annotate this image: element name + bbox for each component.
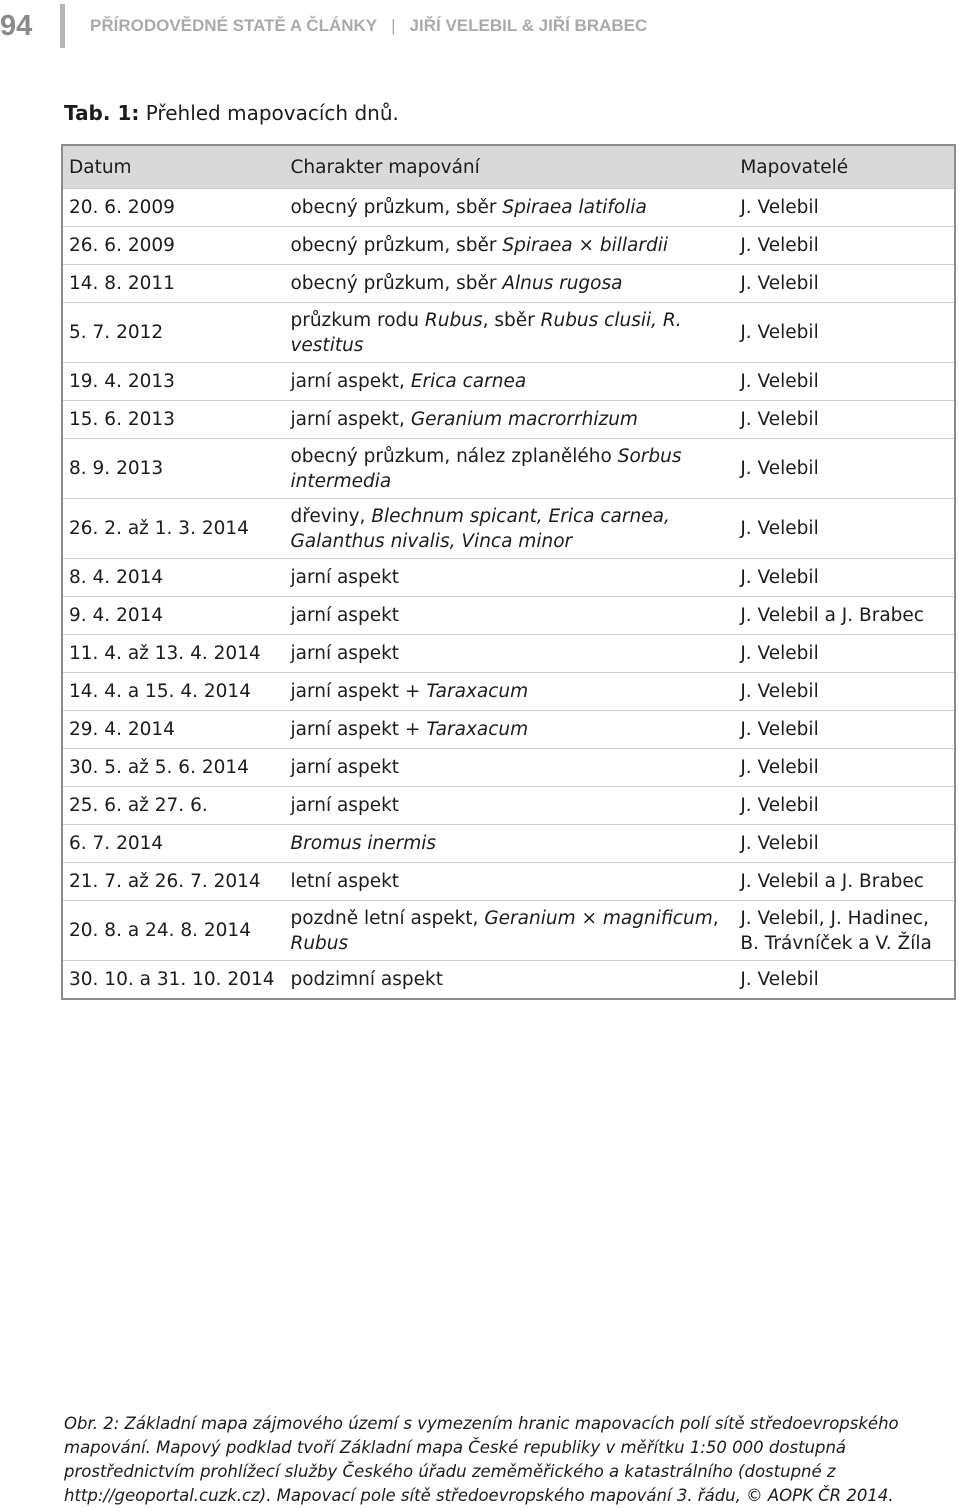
cell-date: 8. 4. 2014 (62, 559, 284, 597)
cell-mappers (734, 825, 955, 863)
taxon-name: Rubus clusii, R. vestitus (290, 309, 682, 356)
cell-character (284, 863, 734, 901)
character-text: , (712, 907, 719, 929)
character-text: jarní aspekt (290, 567, 400, 588)
cell-date: 20. 6. 2009 (62, 189, 284, 227)
table-row (62, 499, 955, 559)
cell-date: 26. 2. až 1. 3. 2014 (62, 499, 284, 559)
table-row (62, 635, 955, 673)
table-row (62, 559, 955, 597)
taxon-name: Taraxacum (426, 681, 529, 702)
character-text: pozdně letní aspekt, (290, 907, 485, 929)
cell-date: 5. 7. 2012 (62, 303, 284, 363)
character-text: jarní aspekt (290, 795, 400, 816)
cell-date: 15. 6. 2013 (62, 401, 284, 439)
table-caption-label: Tab. 1: (64, 101, 140, 125)
cell-character (284, 303, 734, 363)
cell-character (284, 711, 734, 749)
page-number: 94 (0, 10, 33, 42)
cell-date: 26. 6. 2009 (62, 227, 284, 265)
table-row (62, 265, 955, 303)
character-text: jarní aspekt + (290, 719, 427, 740)
taxon-name: billardii (599, 235, 669, 256)
cell-character (284, 635, 734, 673)
character-text: obecný průzkum, sběr (290, 197, 503, 218)
table-row (62, 227, 955, 265)
cell-mappers (734, 189, 955, 227)
cell-character (284, 673, 734, 711)
table-row (62, 303, 955, 363)
mapper-line: J. Velebil (740, 795, 819, 816)
mapper-line: J. Velebil (740, 235, 819, 256)
table-row (62, 189, 955, 227)
taxon-name: Taraxacum (426, 719, 529, 740)
cell-date: 19. 4. 2013 (62, 363, 284, 401)
character-text: × (572, 235, 600, 256)
taxon-name: Alnus rugosa (502, 273, 623, 294)
mapper-line: J. Velebil (740, 322, 819, 343)
cell-date: 29. 4. 2014 (62, 711, 284, 749)
mapper-line: J. Velebil (740, 409, 819, 430)
cell-date: 25. 6. až 27. 6. (62, 787, 284, 825)
character-text: letní aspekt (290, 871, 400, 892)
cell-character (284, 227, 734, 265)
cell-mappers (734, 597, 955, 635)
table-header-row (62, 145, 955, 189)
cell-mappers (734, 303, 955, 363)
running-head (90, 16, 647, 36)
taxon-name: Sorbus intermedia (290, 445, 682, 492)
cell-mappers (734, 499, 955, 559)
taxon-name: Rubus (290, 932, 349, 954)
table-caption (64, 101, 399, 125)
mapper-line: J. Velebil (740, 719, 819, 740)
table-row (62, 673, 955, 711)
cell-date: 30. 10. a 31. 10. 2014 (62, 961, 284, 1000)
figure-caption: Obr. 2: Základní mapa zájmového území s vymezením hranic mapovacích polí sítě středoevropského mapování. Mapový podklad tvoří Základní mapa České republiky v měřítku 1:50 000 dostupná prostřednictvím prohlížecí služby Českého úřadu zeměměřického a katastrálního (dostupné z http://geoportal.cuzk.cz). Mapovací pole sítě středoevropského mapování 3. řádu, © AOPK ČR 2014. (64, 1414, 899, 1505)
mapper-line: J. Velebil (740, 833, 819, 854)
page-header (0, 0, 960, 52)
character-text: × (575, 907, 603, 929)
cell-mappers (734, 673, 955, 711)
cell-mappers (734, 901, 955, 961)
mapping-days-table (61, 144, 956, 1000)
cell-mappers (734, 439, 955, 499)
cell-character (284, 189, 734, 227)
mapper-line: J. Velebil (740, 757, 819, 778)
cell-character (284, 597, 734, 635)
mapper-line: B. Trávníček a V. Žíla (740, 932, 932, 954)
taxon-name: Bromus inermis (290, 833, 437, 854)
character-text: jarní aspekt + (290, 681, 427, 702)
table-row (62, 749, 955, 787)
character-text: jarní aspekt (290, 605, 400, 626)
cell-mappers (734, 749, 955, 787)
mapper-line: J. Velebil (740, 458, 819, 479)
cell-mappers (734, 559, 955, 597)
table-body (62, 189, 955, 1000)
taxon-name: Spiraea latifolia (502, 197, 647, 218)
mapper-line: J. Velebil (740, 371, 819, 392)
cell-character (284, 265, 734, 303)
cell-mappers (734, 635, 955, 673)
cell-date: 6. 7. 2014 (62, 825, 284, 863)
table-row (62, 825, 955, 863)
cell-mappers (734, 787, 955, 825)
cell-date: 9. 4. 2014 (62, 597, 284, 635)
cell-mappers (734, 265, 955, 303)
cell-date: 14. 4. a 15. 4. 2014 (62, 673, 284, 711)
mapper-line: J. Velebil (740, 681, 819, 702)
table-row (62, 863, 955, 901)
taxon-name: Geranium macrorrhizum (410, 409, 638, 430)
running-head-authors: JIŘÍ VELEBIL & JIŘÍ BRABEC (409, 16, 648, 35)
table-row (62, 711, 955, 749)
cell-mappers (734, 961, 955, 1000)
mapper-line: J. Velebil (740, 969, 819, 990)
character-text: obecný průzkum, sběr (290, 273, 503, 294)
taxon-name: Rubus (424, 309, 483, 331)
cell-character (284, 825, 734, 863)
table-row (62, 597, 955, 635)
table-row (62, 961, 955, 1000)
running-head-section: PŘÍRODOVĚDNÉ STATĚ A ČLÁNKY (90, 16, 378, 35)
cell-date: 30. 5. až 5. 6. 2014 (62, 749, 284, 787)
character-text: jarní aspekt, (290, 371, 411, 392)
table-row (62, 401, 955, 439)
cell-date: 11. 4. až 13. 4. 2014 (62, 635, 284, 673)
column-header-date: Datum (62, 145, 284, 189)
table-row (62, 901, 955, 961)
taxon-name: Blechnum spicant, Erica carnea, Galanthus nivalis, Vinca minor (290, 505, 670, 552)
table-row (62, 787, 955, 825)
mapper-line: J. Velebil (740, 197, 819, 218)
character-text: průzkum rodu (290, 309, 425, 331)
cell-mappers (734, 863, 955, 901)
cell-character (284, 363, 734, 401)
character-text: jarní aspekt, (290, 409, 411, 430)
character-text: dřeviny, (290, 505, 372, 527)
cell-mappers (734, 401, 955, 439)
mapper-line: J. Velebil (740, 273, 819, 294)
cell-character (284, 439, 734, 499)
mapper-line: J. Velebil, J. Hadinec, (740, 907, 929, 929)
cell-character (284, 401, 734, 439)
character-text: , sběr (482, 309, 541, 331)
cell-date: 14. 8. 2011 (62, 265, 284, 303)
mapper-line: J. Velebil (740, 518, 819, 539)
cell-mappers (734, 227, 955, 265)
header-divider (60, 4, 65, 48)
table-row (62, 363, 955, 401)
taxon-name: Geranium (484, 907, 576, 929)
character-text: obecný průzkum, sběr (290, 235, 503, 256)
character-text: obecný průzkum, nález zplanělého (290, 445, 618, 467)
cell-date: 8. 9. 2013 (62, 439, 284, 499)
cell-character (284, 961, 734, 1000)
taxon-name: Erica carnea (410, 371, 527, 392)
cell-character (284, 749, 734, 787)
table-caption-text: Přehled mapovacích dnů. (139, 101, 399, 125)
cell-date: 21. 7. až 26. 7. 2014 (62, 863, 284, 901)
running-head-separator: | (391, 16, 396, 35)
taxon-name: Spiraea (502, 235, 573, 256)
character-text: jarní aspekt (290, 757, 400, 778)
mapper-line: J. Velebil (740, 567, 819, 588)
cell-character (284, 787, 734, 825)
mapper-line: J. Velebil (740, 643, 819, 664)
character-text: jarní aspekt (290, 643, 400, 664)
cell-date: 20. 8. a 24. 8. 2014 (62, 901, 284, 961)
cell-character (284, 901, 734, 961)
column-header-mappers: Mapovatelé (734, 145, 955, 189)
mapper-line: J. Velebil a J. Brabec (740, 871, 924, 892)
table-row (62, 439, 955, 499)
character-text: podzimní aspekt (290, 969, 443, 990)
cell-mappers (734, 711, 955, 749)
cell-character (284, 559, 734, 597)
mapper-line: J. Velebil a J. Brabec (740, 605, 924, 626)
taxon-name: magnificum (602, 907, 713, 929)
column-header-character: Charakter mapování (284, 145, 734, 189)
cell-mappers (734, 363, 955, 401)
cell-character (284, 499, 734, 559)
